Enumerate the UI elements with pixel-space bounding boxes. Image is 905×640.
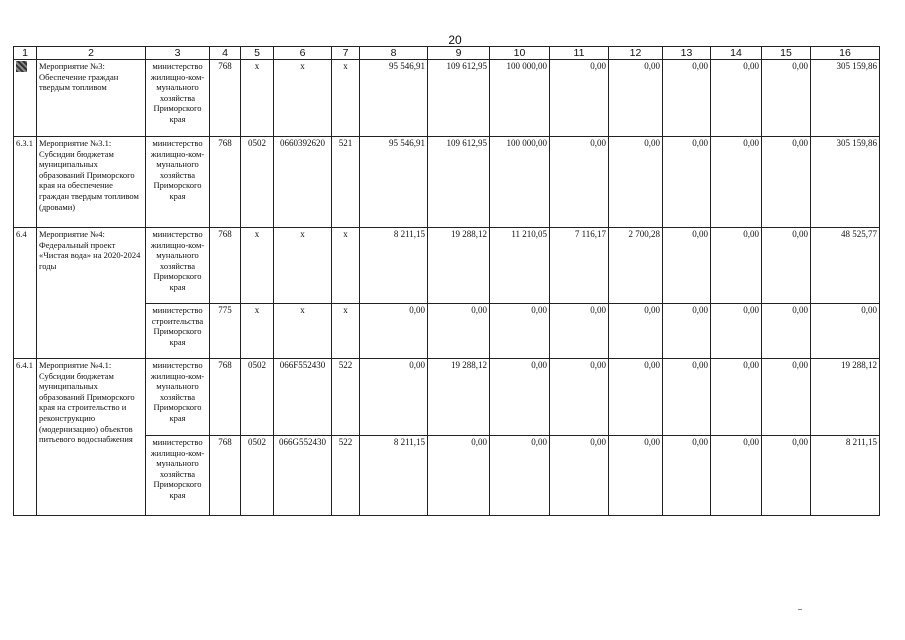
total-cell: 0,00	[811, 304, 880, 359]
value-cell: 0,00	[663, 137, 711, 228]
value-cell: 0,00	[360, 359, 428, 436]
value-cell: 0,00	[609, 304, 663, 359]
value-cell: 0,00	[711, 436, 762, 516]
code-section: 0502	[241, 137, 274, 228]
value-cell: 0,00	[550, 60, 609, 137]
value-cell: 109 612,95	[428, 137, 490, 228]
header-row	[14, 47, 880, 60]
code-section: x	[241, 228, 274, 304]
table-row	[14, 228, 880, 304]
value-cell: 100 000,00	[490, 60, 550, 137]
col-header: 2	[37, 47, 146, 60]
row-number: 6.4	[14, 228, 37, 359]
code-target: 066F552430	[274, 359, 332, 436]
value-cell: 8 211,15	[360, 436, 428, 516]
value-cell: 0,00	[428, 436, 490, 516]
col-header: 6	[274, 47, 332, 60]
value-cell: 0,00	[490, 304, 550, 359]
col-header: 14	[711, 47, 762, 60]
value-cell: 0,00	[663, 304, 711, 359]
total-cell: 48 525,77	[811, 228, 880, 304]
value-cell: 0,00	[609, 137, 663, 228]
total-cell: 19 288,12	[811, 359, 880, 436]
value-cell: 0,00	[711, 60, 762, 137]
executor: министерство жилищно-ком-мунального хозяйства Приморского края	[146, 137, 210, 228]
col-header: 11	[550, 47, 609, 60]
code-grbs: 768	[210, 228, 241, 304]
budget-table	[13, 46, 880, 516]
code-type: 522	[332, 359, 360, 436]
total-cell: 305 159,86	[811, 137, 880, 228]
value-cell: 0,00	[663, 436, 711, 516]
executor: министерство жилищно-ком-мунального хозяйства Приморского края	[146, 60, 210, 137]
col-header: 16	[811, 47, 880, 60]
value-cell: 0,00	[490, 359, 550, 436]
code-target: 0660392620	[274, 137, 332, 228]
col-header: 8	[360, 47, 428, 60]
code-target: x	[274, 60, 332, 137]
executor: министерство жилищно-ком-мунального хозяйства Приморского края	[146, 436, 210, 516]
value-cell: 0,00	[762, 137, 811, 228]
table-row	[14, 137, 880, 228]
value-cell: 0,00	[428, 304, 490, 359]
value-cell: 0,00	[490, 436, 550, 516]
col-header: 4	[210, 47, 241, 60]
value-cell: 0,00	[711, 228, 762, 304]
executor: министерство жилищно-ком-мунального хозяйства Приморского края	[146, 228, 210, 304]
value-cell: 0,00	[550, 137, 609, 228]
col-header: 10	[490, 47, 550, 60]
value-cell: 0,00	[550, 304, 609, 359]
code-type: 522	[332, 436, 360, 516]
code-target: x	[274, 228, 332, 304]
value-cell: 0,00	[762, 60, 811, 137]
table-row	[14, 359, 880, 436]
code-section: 0502	[241, 359, 274, 436]
value-cell: 0,00	[609, 60, 663, 137]
value-cell: 0,00	[711, 359, 762, 436]
code-type: x	[332, 228, 360, 304]
col-header: 15	[762, 47, 811, 60]
value-cell: 100 000,00	[490, 137, 550, 228]
col-header: 12	[609, 47, 663, 60]
scan-mark	[798, 609, 802, 610]
value-cell: 0,00	[762, 359, 811, 436]
total-cell: 8 211,15	[811, 436, 880, 516]
code-grbs: 775	[210, 304, 241, 359]
code-type: x	[332, 304, 360, 359]
value-cell: 0,00	[550, 436, 609, 516]
row-number: 6.3.1	[14, 137, 37, 228]
value-cell: 0,00	[762, 436, 811, 516]
col-header: 1	[14, 47, 37, 60]
total-cell: 305 159,86	[811, 60, 880, 137]
value-cell: 0,00	[762, 304, 811, 359]
event-name: Мероприятие №4.1: Субсидии бюджетам муниципальных образований Приморского края на строительство и реконструкцию (модернизацию) объектов питьевого водоснабжения	[37, 359, 146, 516]
code-grbs: 768	[210, 436, 241, 516]
value-cell: 2 700,28	[609, 228, 663, 304]
event-name: Мероприятие №4: Федеральный проект «Чистая вода» на 2020-2024 годы	[37, 228, 146, 359]
executor: министерство жилищно-ком-мунального хозяйства Приморского края	[146, 359, 210, 436]
code-type: 521	[332, 137, 360, 228]
code-section: x	[241, 60, 274, 137]
value-cell: 19 288,12	[428, 359, 490, 436]
stamp-mark-icon	[16, 61, 27, 72]
value-cell: 0,00	[663, 60, 711, 137]
value-cell: 19 288,12	[428, 228, 490, 304]
value-cell: 0,00	[711, 304, 762, 359]
code-grbs: 768	[210, 60, 241, 137]
value-cell: 0,00	[711, 137, 762, 228]
executor: министерство строительства Приморского края	[146, 304, 210, 359]
value-cell: 11 210,05	[490, 228, 550, 304]
col-header: 13	[663, 47, 711, 60]
row-number: 6.4.1	[14, 359, 37, 516]
value-cell: 0,00	[663, 228, 711, 304]
value-cell: 7 116,17	[550, 228, 609, 304]
page-number: 20	[448, 33, 462, 47]
col-header: 7	[332, 47, 360, 60]
value-cell: 109 612,95	[428, 60, 490, 137]
event-name: Мероприятие №3.1: Субсидии бюджетам муниципальных образований Приморского края на обеспечение граждан твердым топливом (дровами)	[37, 137, 146, 228]
table-row	[14, 60, 880, 137]
code-grbs: 768	[210, 359, 241, 436]
code-section: 0502	[241, 436, 274, 516]
value-cell: 0,00	[550, 359, 609, 436]
code-grbs: 768	[210, 137, 241, 228]
value-cell: 0,00	[609, 359, 663, 436]
col-header: 5	[241, 47, 274, 60]
value-cell: 0,00	[762, 228, 811, 304]
col-header: 3	[146, 47, 210, 60]
col-header: 9	[428, 47, 490, 60]
code-target: 066G552430	[274, 436, 332, 516]
value-cell: 0,00	[360, 304, 428, 359]
row-number-stamp	[14, 60, 37, 137]
value-cell: 0,00	[609, 436, 663, 516]
value-cell: 0,00	[663, 359, 711, 436]
code-type: x	[332, 60, 360, 137]
value-cell: 8 211,15	[360, 228, 428, 304]
code-section: x	[241, 304, 274, 359]
value-cell: 95 546,91	[360, 137, 428, 228]
code-target: x	[274, 304, 332, 359]
value-cell: 95 546,91	[360, 60, 428, 137]
event-name: Мероприятие №3: Обеспечение граждан твердым топливом	[37, 60, 146, 137]
